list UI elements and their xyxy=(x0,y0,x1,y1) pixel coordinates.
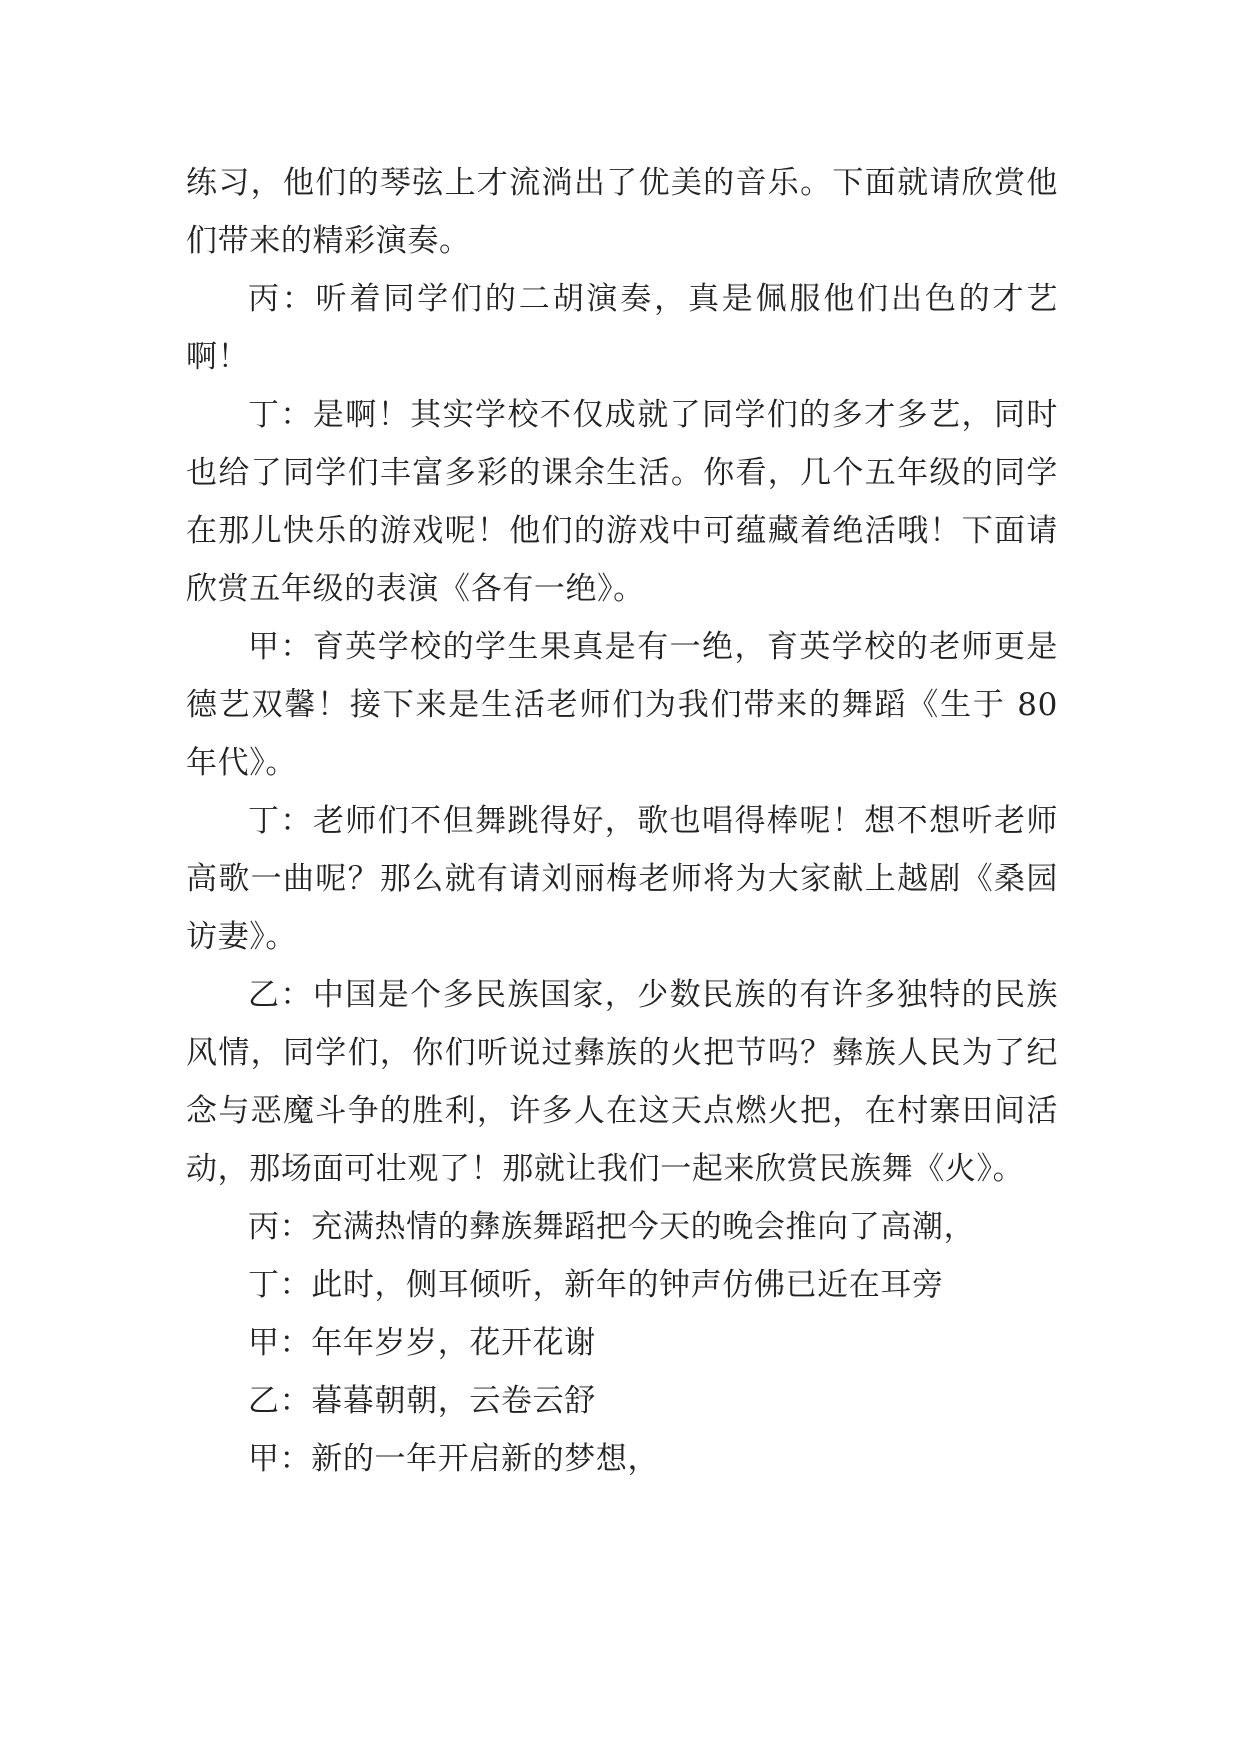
paragraph-jia-teachers-dance: 甲：育英学校的学生果真是有一绝，育英学校的老师更是德艺双馨！接下来是生活老师们为我们带来的舞蹈《生于 80 年代》。 xyxy=(186,629,1058,781)
paragraph-ding-opera: 丁：老师们不但舞跳得好，歌也唱得棒呢！想不想听老师高歌一曲呢？那么就有请刘丽梅老师将为大家献上越剧《桑园访妻》。 xyxy=(186,803,1058,955)
paragraph-ding-bell: 丁：此时，侧耳倾听，新年的钟声仿佛已近在耳旁 xyxy=(248,1267,944,1303)
paragraph-yi-clouds: 乙：暮暮朝朝，云卷云舒 xyxy=(248,1383,596,1419)
paragraph-yi-folk-dance: 乙：中国是个多民族国家，少数民族的有许多独特的民族风情，同学们，你们听说过彝族的火把节吗？彝族人民为了纪念与恶魔斗争的胜利，许多人在这天点燃火把，在村寨田间活动，那场面可壮观了！那就让我们一起来欣赏民族舞《火》。 xyxy=(186,977,1058,1187)
document-body xyxy=(186,154,1058,1488)
paragraph-jia-flowers: 甲：年年岁岁，花开花谢 xyxy=(248,1325,596,1361)
paragraph-bing-erhu: 丙：听着同学们的二胡演奏，真是佩服他们出色的才艺啊！ xyxy=(186,281,1058,375)
paragraph-jia-new-year: 甲：新的一年开启新的梦想， xyxy=(248,1441,660,1477)
paragraph-bing-climax: 丙：充满热情的彝族舞蹈把今天的晚会推向了高潮， xyxy=(248,1209,976,1245)
paragraph-continuation: 练习，他们的琴弦上才流淌出了优美的音乐。下面就请欣赏他们带来的精彩演奏。 xyxy=(186,165,1058,259)
paragraph-ding-activities: 丁：是啊！其实学校不仅成就了同学们的多才多艺，同时也给了同学们丰富多彩的课余生活。你看，几个五年级的同学在那儿快乐的游戏呢！他们的游戏中可蕴藏着绝活哦！下面请欣赏五年级的表演《各有一绝》。 xyxy=(186,397,1058,607)
